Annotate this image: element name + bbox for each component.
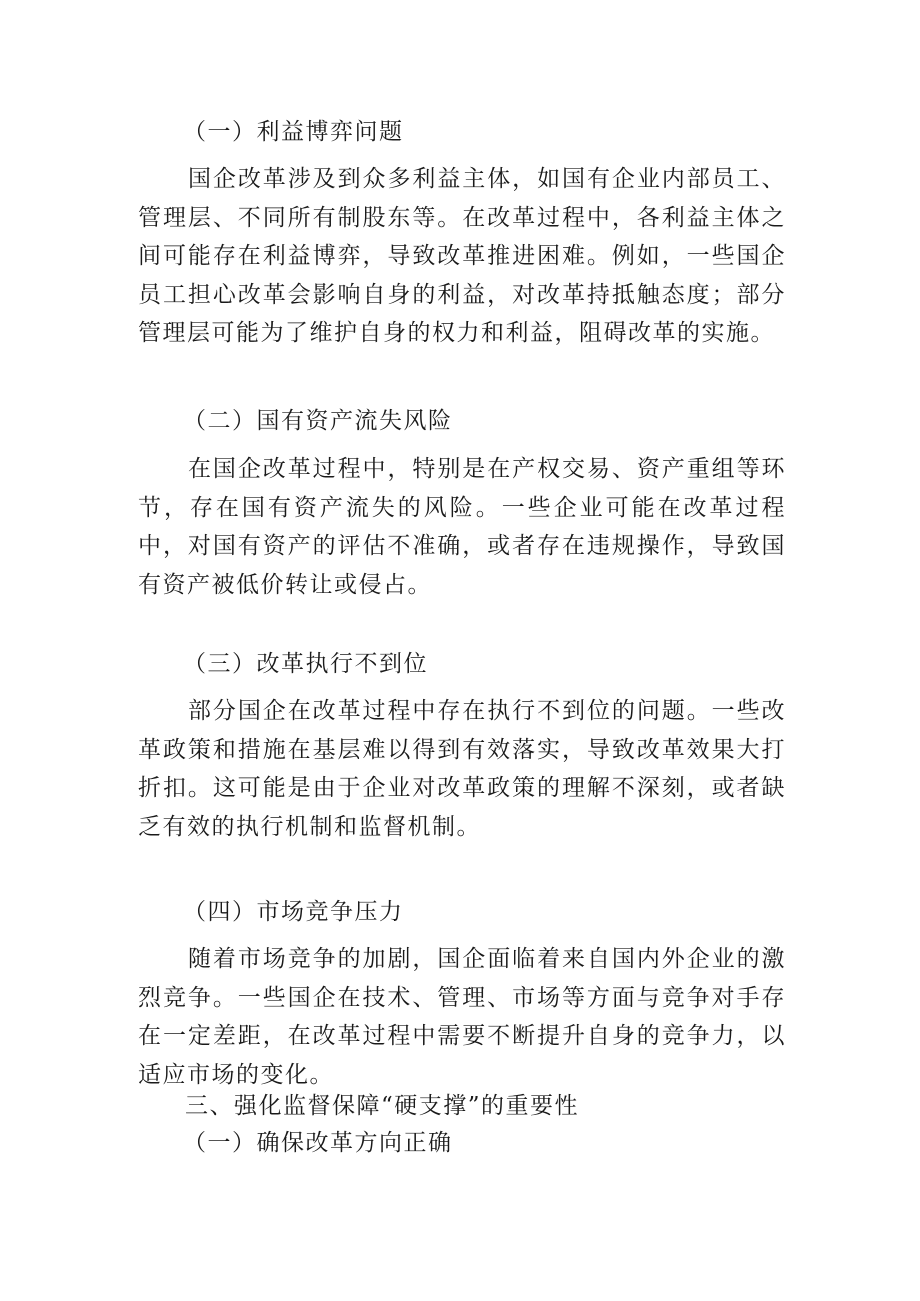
section-paragraph-3: 部分国企在改革过程中存在执行不到位的问题。一些改革政策和措施在基层难以得到有效落实，导致改革效果大打折扣。这可能是由于企业对改革政策的理解不深刻，或者缺乏有效的执行机制和监督机制。 <box>138 698 786 840</box>
final-subheading: （一）确保改革方向正确 <box>183 1130 453 1156</box>
section-heading-2: （二）国有资产流失风险 <box>183 408 453 434</box>
section-paragraph-1: 国企改革涉及到众多利益主体，如国有企业内部员工、管理层、不同所有制股东等。在改革过程中，各利益主体之间可能存在利益博弈，导致改革推进困难。例如，一些国企员工担心改革会影响自身的利益，对改革持抵触态度；部分管理层可能为了维护自身的权力和利益，阻碍改革的实施。 <box>138 166 786 346</box>
section-heading-3: （三）改革执行不到位 <box>183 651 428 677</box>
main-heading: 三、强化监督保障“硬支撑”的重要性 <box>185 1093 580 1119</box>
section-paragraph-4: 随着市场竞争的加剧，国企面临着来自国内外企业的激烈竞争。一些国企在技术、管理、市场等方面与竞争对手存在一定差距，在改革过程中需要不断提升自身的竞争力，以适应市场的变化。 <box>138 946 786 1088</box>
section-heading-4: （四）市场竞争压力 <box>183 899 404 925</box>
section-paragraph-2: 在国企改革过程中，特别是在产权交易、资产重组等环节，存在国有资产流失的风险。一些企业可能在改革过程中，对国有资产的评估不准确，或者存在违规操作，导致国有资产被低价转让或侵占。 <box>138 456 786 598</box>
section-heading-1: （一）利益博弈问题 <box>183 119 404 145</box>
